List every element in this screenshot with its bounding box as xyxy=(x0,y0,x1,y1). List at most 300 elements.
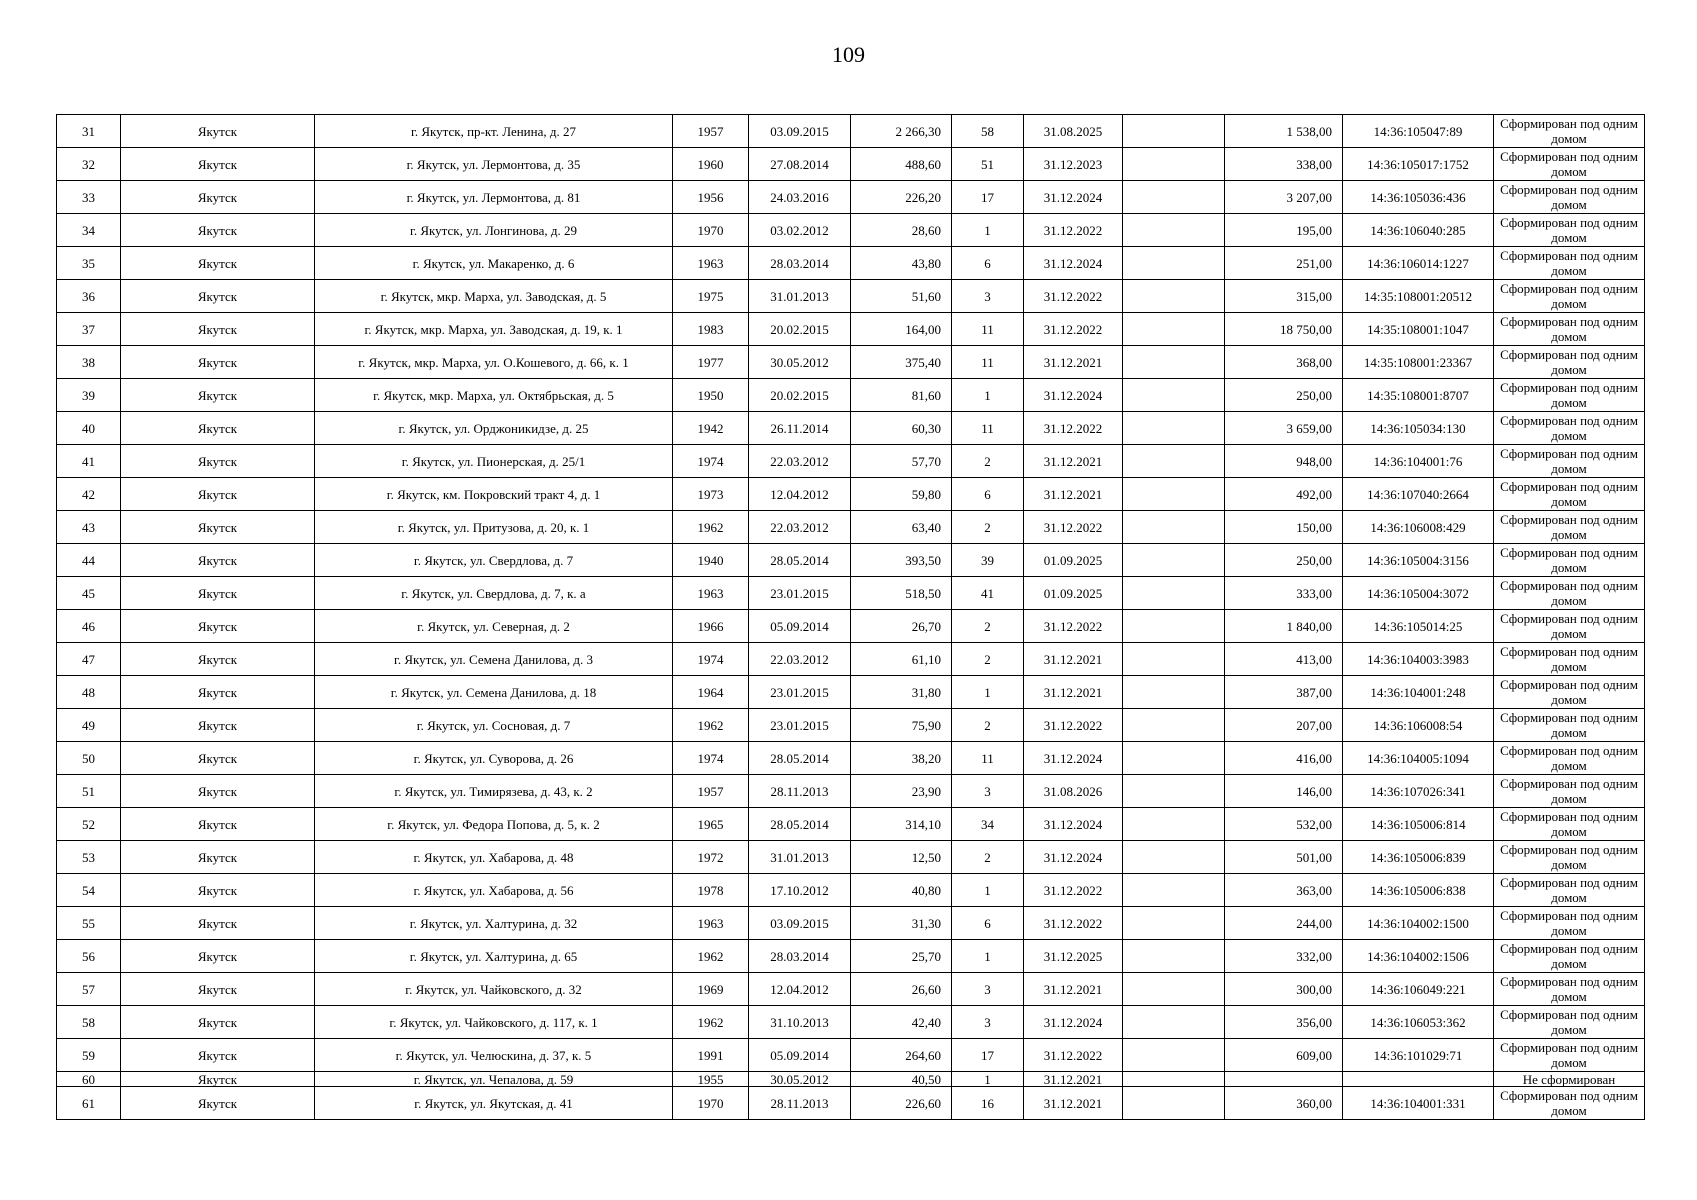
cell-cadastral-number: 14:36:104002:1500 xyxy=(1343,907,1494,940)
table-row xyxy=(57,445,1645,478)
cell-city: Якутск xyxy=(121,676,315,709)
cell-cadastral-number: 14:36:105036:436 xyxy=(1343,181,1494,214)
cell-empty-col xyxy=(1123,445,1225,478)
cell-status: Сформирован под одним домом xyxy=(1494,610,1645,643)
cell-status: Сформирован под одним домом xyxy=(1494,511,1645,544)
cell-count: 58 xyxy=(952,115,1024,148)
cell-area: 28,60 xyxy=(851,214,952,247)
cell-address: г. Якутск, ул. Тимирязева, д. 43, к. 2 xyxy=(315,775,673,808)
cell-count: 6 xyxy=(952,478,1024,511)
cell-address: г. Якутск, ул. Чепалова, д. 59 xyxy=(315,1072,673,1087)
cell-row-number: 49 xyxy=(57,709,121,742)
cell-address: г. Якутск, мкр. Марха, ул. Октябрьская, д. 5 xyxy=(315,379,673,412)
cell-land-area: 333,00 xyxy=(1225,577,1343,610)
cell-city: Якутск xyxy=(121,610,315,643)
cell-count: 1 xyxy=(952,676,1024,709)
cell-address: г. Якутск, ул. Сосновая, д. 7 xyxy=(315,709,673,742)
cell-land-area: 609,00 xyxy=(1225,1039,1343,1072)
cell-area: 40,80 xyxy=(851,874,952,907)
cell-build-year: 1957 xyxy=(673,115,749,148)
cell-city: Якутск xyxy=(121,643,315,676)
cell-area: 75,90 xyxy=(851,709,952,742)
cell-address: г. Якутск, ул. Семена Данилова, д. 18 xyxy=(315,676,673,709)
cell-area: 23,90 xyxy=(851,775,952,808)
cell-address: г. Якутск, ул. Федора Попова, д. 5, к. 2 xyxy=(315,808,673,841)
cell-empty-col xyxy=(1123,775,1225,808)
cell-deadline: 31.12.2022 xyxy=(1024,709,1123,742)
cell-city: Якутск xyxy=(121,907,315,940)
cell-city: Якутск xyxy=(121,379,315,412)
cell-empty-col xyxy=(1123,643,1225,676)
table-row xyxy=(57,313,1645,346)
cell-cadastral-number: 14:36:104005:1094 xyxy=(1343,742,1494,775)
cell-land-area: 3 207,00 xyxy=(1225,181,1343,214)
cell-cadastral-number: 14:36:105047:89 xyxy=(1343,115,1494,148)
cell-cadastral-number: 14:36:106008:54 xyxy=(1343,709,1494,742)
cell-deadline: 31.12.2022 xyxy=(1024,907,1123,940)
cell-date: 28.11.2013 xyxy=(749,1087,851,1120)
cell-city: Якутск xyxy=(121,808,315,841)
cell-land-area: 356,00 xyxy=(1225,1006,1343,1039)
cell-count: 41 xyxy=(952,577,1024,610)
table-row xyxy=(57,1072,1645,1087)
cell-row-number: 60 xyxy=(57,1072,121,1087)
table-row xyxy=(57,775,1645,808)
cell-address: г. Якутск, ул. Макаренко, д. 6 xyxy=(315,247,673,280)
cell-date: 28.11.2013 xyxy=(749,775,851,808)
cell-cadastral-number: 14:36:105017:1752 xyxy=(1343,148,1494,181)
cell-land-area: 387,00 xyxy=(1225,676,1343,709)
cell-deadline: 31.12.2022 xyxy=(1024,412,1123,445)
cell-row-number: 31 xyxy=(57,115,121,148)
cell-empty-col xyxy=(1123,1039,1225,1072)
cell-build-year: 1975 xyxy=(673,280,749,313)
cell-city: Якутск xyxy=(121,247,315,280)
cell-count: 2 xyxy=(952,511,1024,544)
cell-date: 31.01.2013 xyxy=(749,841,851,874)
cell-land-area: 413,00 xyxy=(1225,643,1343,676)
cell-row-number: 47 xyxy=(57,643,121,676)
cell-city: Якутск xyxy=(121,280,315,313)
cell-cadastral-number: 14:36:105034:130 xyxy=(1343,412,1494,445)
cell-build-year: 1991 xyxy=(673,1039,749,1072)
cell-build-year: 1973 xyxy=(673,478,749,511)
cell-empty-col xyxy=(1123,808,1225,841)
cell-date: 20.02.2015 xyxy=(749,379,851,412)
cell-empty-col xyxy=(1123,676,1225,709)
cell-count: 2 xyxy=(952,709,1024,742)
cell-city: Якутск xyxy=(121,775,315,808)
cell-area: 488,60 xyxy=(851,148,952,181)
cell-row-number: 57 xyxy=(57,973,121,1006)
cell-status: Сформирован под одним домом xyxy=(1494,247,1645,280)
cell-address: г. Якутск, ул. Орджоникидзе, д. 25 xyxy=(315,412,673,445)
table-row xyxy=(57,478,1645,511)
cell-status: Сформирован под одним домом xyxy=(1494,181,1645,214)
cell-deadline: 31.12.2022 xyxy=(1024,874,1123,907)
cell-empty-col xyxy=(1123,313,1225,346)
cell-row-number: 55 xyxy=(57,907,121,940)
cell-build-year: 1974 xyxy=(673,445,749,478)
cell-area: 2 266,30 xyxy=(851,115,952,148)
cell-area: 375,40 xyxy=(851,346,952,379)
cell-deadline: 31.08.2025 xyxy=(1024,115,1123,148)
table-row xyxy=(57,1087,1645,1120)
cell-cadastral-number: 14:36:105006:839 xyxy=(1343,841,1494,874)
cell-empty-col xyxy=(1123,214,1225,247)
cell-land-area: 532,00 xyxy=(1225,808,1343,841)
cell-count: 2 xyxy=(952,841,1024,874)
cell-build-year: 1964 xyxy=(673,676,749,709)
cell-cadastral-number: 14:36:105004:3156 xyxy=(1343,544,1494,577)
table-row xyxy=(57,346,1645,379)
cell-city: Якутск xyxy=(121,973,315,1006)
cell-area: 40,50 xyxy=(851,1072,952,1087)
cell-address: г. Якутск, ул. Семена Данилова, д. 3 xyxy=(315,643,673,676)
cell-date: 27.08.2014 xyxy=(749,148,851,181)
cell-empty-col xyxy=(1123,181,1225,214)
cell-cadastral-number: 14:36:106053:362 xyxy=(1343,1006,1494,1039)
cell-count: 2 xyxy=(952,610,1024,643)
cell-date: 17.10.2012 xyxy=(749,874,851,907)
cell-build-year: 1977 xyxy=(673,346,749,379)
cell-count: 2 xyxy=(952,445,1024,478)
cell-address: г. Якутск, ул. Лонгинова, д. 29 xyxy=(315,214,673,247)
cell-date: 03.09.2015 xyxy=(749,907,851,940)
cell-empty-col xyxy=(1123,346,1225,379)
cell-deadline: 31.12.2022 xyxy=(1024,511,1123,544)
cell-deadline: 31.12.2022 xyxy=(1024,1039,1123,1072)
cell-row-number: 51 xyxy=(57,775,121,808)
table-row xyxy=(57,1006,1645,1039)
cell-deadline: 31.12.2021 xyxy=(1024,1072,1123,1087)
cell-row-number: 38 xyxy=(57,346,121,379)
cell-deadline: 31.12.2021 xyxy=(1024,676,1123,709)
cell-status: Сформирован под одним домом xyxy=(1494,346,1645,379)
cell-city: Якутск xyxy=(121,115,315,148)
cell-land-area: 492,00 xyxy=(1225,478,1343,511)
cell-cadastral-number: 14:36:105004:3072 xyxy=(1343,577,1494,610)
table-row xyxy=(57,214,1645,247)
table-row xyxy=(57,544,1645,577)
cell-build-year: 1974 xyxy=(673,742,749,775)
cell-city: Якутск xyxy=(121,841,315,874)
cell-date: 03.09.2015 xyxy=(749,115,851,148)
cell-row-number: 44 xyxy=(57,544,121,577)
cell-cadastral-number: 14:36:104001:76 xyxy=(1343,445,1494,478)
cell-status: Сформирован под одним домом xyxy=(1494,709,1645,742)
cell-build-year: 1940 xyxy=(673,544,749,577)
cell-city: Якутск xyxy=(121,412,315,445)
cell-status: Сформирован под одним домом xyxy=(1494,379,1645,412)
cell-empty-col xyxy=(1123,577,1225,610)
table-row xyxy=(57,115,1645,148)
cell-build-year: 1965 xyxy=(673,808,749,841)
cell-cadastral-number: 14:36:106040:285 xyxy=(1343,214,1494,247)
cell-area: 25,70 xyxy=(851,940,952,973)
cell-count: 6 xyxy=(952,247,1024,280)
cell-empty-col xyxy=(1123,709,1225,742)
cell-address: г. Якутск, ул. Лермонтова, д. 35 xyxy=(315,148,673,181)
cell-land-area: 150,00 xyxy=(1225,511,1343,544)
cell-status: Сформирован под одним домом xyxy=(1494,445,1645,478)
cell-build-year: 1942 xyxy=(673,412,749,445)
cell-status: Сформирован под одним домом xyxy=(1494,940,1645,973)
cell-address: г. Якутск, ул. Халтурина, д. 32 xyxy=(315,907,673,940)
table-row xyxy=(57,280,1645,313)
cell-date: 26.11.2014 xyxy=(749,412,851,445)
cell-land-area: 332,00 xyxy=(1225,940,1343,973)
cell-area: 226,60 xyxy=(851,1087,952,1120)
cell-status: Сформирован под одним домом xyxy=(1494,907,1645,940)
cell-cadastral-number: 14:36:106049:221 xyxy=(1343,973,1494,1006)
cell-deadline: 31.12.2022 xyxy=(1024,313,1123,346)
cell-cadastral-number: 14:36:105014:25 xyxy=(1343,610,1494,643)
cell-area: 26,60 xyxy=(851,973,952,1006)
cell-status: Сформирован под одним домом xyxy=(1494,841,1645,874)
cell-deadline: 31.12.2021 xyxy=(1024,445,1123,478)
cell-address: г. Якутск, ул. Халтурина, д. 65 xyxy=(315,940,673,973)
housing-registry-table xyxy=(56,114,1645,1120)
cell-build-year: 1950 xyxy=(673,379,749,412)
cell-empty-col xyxy=(1123,940,1225,973)
cell-empty-col xyxy=(1123,1072,1225,1087)
cell-land-area: 363,00 xyxy=(1225,874,1343,907)
cell-land-area: 3 659,00 xyxy=(1225,412,1343,445)
cell-address: г. Якутск, км. Покровский тракт 4, д. 1 xyxy=(315,478,673,511)
cell-city: Якутск xyxy=(121,478,315,511)
cell-build-year: 1963 xyxy=(673,577,749,610)
cell-empty-col xyxy=(1123,610,1225,643)
table-row xyxy=(57,577,1645,610)
cell-empty-col xyxy=(1123,379,1225,412)
cell-date: 30.05.2012 xyxy=(749,1072,851,1087)
cell-build-year: 1962 xyxy=(673,1006,749,1039)
table-body xyxy=(57,115,1645,1120)
cell-city: Якутск xyxy=(121,1072,315,1087)
cell-status: Сформирован под одним домом xyxy=(1494,973,1645,1006)
cell-row-number: 41 xyxy=(57,445,121,478)
cell-row-number: 40 xyxy=(57,412,121,445)
cell-deadline: 31.12.2022 xyxy=(1024,610,1123,643)
table-row xyxy=(57,808,1645,841)
cell-land-area: 948,00 xyxy=(1225,445,1343,478)
cell-build-year: 1957 xyxy=(673,775,749,808)
cell-land-area: 1 538,00 xyxy=(1225,115,1343,148)
cell-city: Якутск xyxy=(121,181,315,214)
cell-build-year: 1962 xyxy=(673,940,749,973)
cell-land-area: 416,00 xyxy=(1225,742,1343,775)
cell-count: 11 xyxy=(952,742,1024,775)
cell-count: 39 xyxy=(952,544,1024,577)
cell-date: 28.03.2014 xyxy=(749,247,851,280)
cell-address: г. Якутск, ул. Пионерская, д. 25/1 xyxy=(315,445,673,478)
cell-build-year: 1983 xyxy=(673,313,749,346)
cell-cadastral-number: 14:35:108001:8707 xyxy=(1343,379,1494,412)
cell-date: 22.03.2012 xyxy=(749,511,851,544)
cell-count: 11 xyxy=(952,412,1024,445)
cell-count: 1 xyxy=(952,874,1024,907)
cell-count: 1 xyxy=(952,214,1024,247)
cell-date: 31.10.2013 xyxy=(749,1006,851,1039)
cell-address: г. Якутск, ул. Хабарова, д. 48 xyxy=(315,841,673,874)
cell-status: Сформирован под одним домом xyxy=(1494,115,1645,148)
cell-city: Якутск xyxy=(121,1087,315,1120)
cell-deadline: 31.12.2024 xyxy=(1024,247,1123,280)
cell-address: г. Якутск, ул. Северная, д. 2 xyxy=(315,610,673,643)
cell-area: 314,10 xyxy=(851,808,952,841)
cell-status: Сформирован под одним домом xyxy=(1494,478,1645,511)
table-row xyxy=(57,181,1645,214)
cell-status: Сформирован под одним домом xyxy=(1494,214,1645,247)
cell-count: 17 xyxy=(952,181,1024,214)
cell-row-number: 53 xyxy=(57,841,121,874)
cell-count: 3 xyxy=(952,775,1024,808)
cell-empty-col xyxy=(1123,511,1225,544)
cell-row-number: 33 xyxy=(57,181,121,214)
cell-address: г. Якутск, ул. Притузова, д. 20, к. 1 xyxy=(315,511,673,544)
cell-deadline: 31.12.2024 xyxy=(1024,841,1123,874)
cell-area: 164,00 xyxy=(851,313,952,346)
cell-count: 2 xyxy=(952,643,1024,676)
cell-cadastral-number: 14:36:101029:71 xyxy=(1343,1039,1494,1072)
cell-build-year: 1960 xyxy=(673,148,749,181)
cell-city: Якутск xyxy=(121,313,315,346)
cell-area: 31,80 xyxy=(851,676,952,709)
cell-land-area: 207,00 xyxy=(1225,709,1343,742)
cell-address: г. Якутск, мкр. Марха, ул. Заводская, д. 19, к. 1 xyxy=(315,313,673,346)
cell-date: 12.04.2012 xyxy=(749,973,851,1006)
cell-land-area: 146,00 xyxy=(1225,775,1343,808)
cell-city: Якутск xyxy=(121,1039,315,1072)
cell-count: 11 xyxy=(952,346,1024,379)
cell-address: г. Якутск, мкр. Марха, ул. О.Кошевого, д. 66, к. 1 xyxy=(315,346,673,379)
cell-empty-col xyxy=(1123,148,1225,181)
cell-status: Сформирован под одним домом xyxy=(1494,1006,1645,1039)
cell-count: 1 xyxy=(952,1072,1024,1087)
cell-date: 30.05.2012 xyxy=(749,346,851,379)
cell-cadastral-number: 14:35:108001:1047 xyxy=(1343,313,1494,346)
cell-area: 26,70 xyxy=(851,610,952,643)
cell-address: г. Якутск, ул. Свердлова, д. 7 xyxy=(315,544,673,577)
cell-land-area: 368,00 xyxy=(1225,346,1343,379)
cell-city: Якутск xyxy=(121,544,315,577)
cell-date: 22.03.2012 xyxy=(749,643,851,676)
cell-city: Якутск xyxy=(121,742,315,775)
cell-address: г. Якутск, ул. Свердлова, д. 7, к. а xyxy=(315,577,673,610)
cell-row-number: 56 xyxy=(57,940,121,973)
cell-land-area: 300,00 xyxy=(1225,973,1343,1006)
cell-address: г. Якутск, мкр. Марха, ул. Заводская, д. 5 xyxy=(315,280,673,313)
cell-address: г. Якутск, ул. Суворова, д. 26 xyxy=(315,742,673,775)
cell-count: 34 xyxy=(952,808,1024,841)
cell-status: Сформирован под одним домом xyxy=(1494,643,1645,676)
cell-count: 3 xyxy=(952,280,1024,313)
cell-count: 3 xyxy=(952,1006,1024,1039)
cell-build-year: 1955 xyxy=(673,1072,749,1087)
cell-build-year: 1969 xyxy=(673,973,749,1006)
cell-build-year: 1972 xyxy=(673,841,749,874)
cell-date: 28.05.2014 xyxy=(749,742,851,775)
cell-row-number: 32 xyxy=(57,148,121,181)
cell-row-number: 61 xyxy=(57,1087,121,1120)
cell-cadastral-number: 14:36:104001:331 xyxy=(1343,1087,1494,1120)
cell-area: 12,50 xyxy=(851,841,952,874)
cell-build-year: 1978 xyxy=(673,874,749,907)
cell-cadastral-number: 14:36:106008:429 xyxy=(1343,511,1494,544)
cell-row-number: 34 xyxy=(57,214,121,247)
cell-land-area: 1 840,00 xyxy=(1225,610,1343,643)
cell-status: Сформирован под одним домом xyxy=(1494,148,1645,181)
cell-empty-col xyxy=(1123,874,1225,907)
cell-cadastral-number: 14:36:104001:248 xyxy=(1343,676,1494,709)
table-row xyxy=(57,907,1645,940)
table-row xyxy=(57,610,1645,643)
cell-land-area: 338,00 xyxy=(1225,148,1343,181)
cell-date: 28.05.2014 xyxy=(749,544,851,577)
cell-deadline: 31.12.2021 xyxy=(1024,643,1123,676)
cell-status: Сформирован под одним домом xyxy=(1494,742,1645,775)
cell-land-area: 250,00 xyxy=(1225,544,1343,577)
cell-deadline: 31.12.2024 xyxy=(1024,181,1123,214)
cell-land-area: 501,00 xyxy=(1225,841,1343,874)
cell-build-year: 1962 xyxy=(673,709,749,742)
cell-area: 264,60 xyxy=(851,1039,952,1072)
table-row xyxy=(57,709,1645,742)
cell-row-number: 48 xyxy=(57,676,121,709)
cell-date: 23.01.2015 xyxy=(749,676,851,709)
cell-row-number: 36 xyxy=(57,280,121,313)
cell-city: Якутск xyxy=(121,511,315,544)
cell-count: 1 xyxy=(952,379,1024,412)
cell-area: 43,80 xyxy=(851,247,952,280)
cell-area: 61,10 xyxy=(851,643,952,676)
cell-area: 42,40 xyxy=(851,1006,952,1039)
table-row xyxy=(57,148,1645,181)
cell-date: 03.02.2012 xyxy=(749,214,851,247)
cell-date: 23.01.2015 xyxy=(749,709,851,742)
cell-status: Сформирован под одним домом xyxy=(1494,313,1645,346)
cell-row-number: 39 xyxy=(57,379,121,412)
cell-empty-col xyxy=(1123,1087,1225,1120)
cell-area: 38,20 xyxy=(851,742,952,775)
cell-city: Якутск xyxy=(121,445,315,478)
cell-date: 23.01.2015 xyxy=(749,577,851,610)
table-row xyxy=(57,940,1645,973)
cell-land-area: 18 750,00 xyxy=(1225,313,1343,346)
cell-empty-col xyxy=(1123,412,1225,445)
cell-address: г. Якутск, пр-кт. Ленина, д. 27 xyxy=(315,115,673,148)
cell-date: 28.03.2014 xyxy=(749,940,851,973)
cell-status: Сформирован под одним домом xyxy=(1494,775,1645,808)
cell-build-year: 1970 xyxy=(673,214,749,247)
cell-empty-col xyxy=(1123,280,1225,313)
cell-date: 12.04.2012 xyxy=(749,478,851,511)
cell-status: Сформирован под одним домом xyxy=(1494,577,1645,610)
cell-deadline: 01.09.2025 xyxy=(1024,544,1123,577)
cell-count: 6 xyxy=(952,907,1024,940)
cell-status: Сформирован под одним домом xyxy=(1494,1039,1645,1072)
page-number: 109 xyxy=(832,42,865,67)
table-row xyxy=(57,643,1645,676)
cell-deadline: 31.12.2024 xyxy=(1024,808,1123,841)
cell-row-number: 35 xyxy=(57,247,121,280)
table-row xyxy=(57,1039,1645,1072)
cell-city: Якутск xyxy=(121,709,315,742)
cell-empty-col xyxy=(1123,1006,1225,1039)
cell-row-number: 58 xyxy=(57,1006,121,1039)
cell-date: 22.03.2012 xyxy=(749,445,851,478)
